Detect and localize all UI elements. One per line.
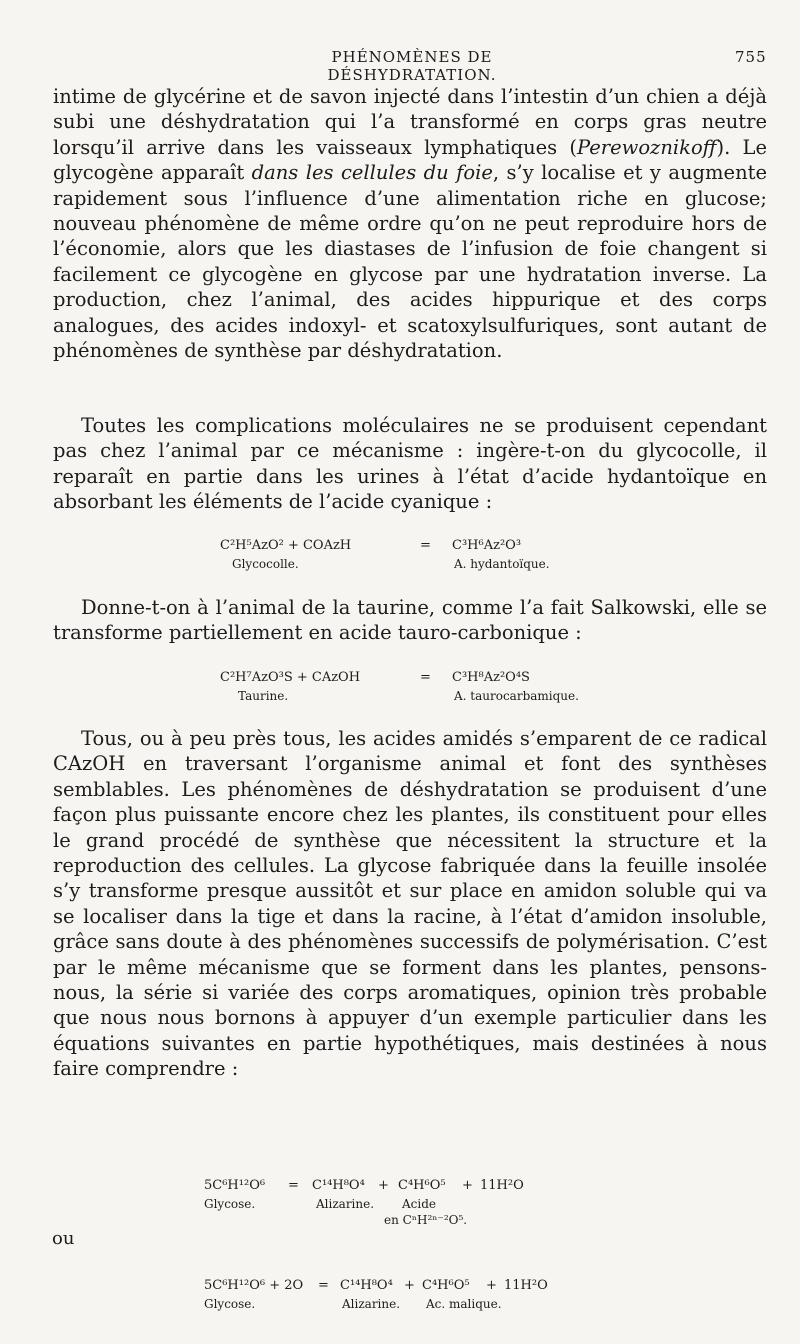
conjunction-ou: ou (52, 1228, 75, 1249)
eq1-rhs-label: A. hydantoïque. (454, 557, 550, 571)
eq1-lhs-label: Glycocolle. (232, 557, 299, 571)
eq4-term-1-label: Alizarine. (342, 1297, 401, 1311)
equation-glycocolle (0, 538, 800, 578)
eq3-term-1: C¹⁴H⁸O⁴ (312, 1178, 365, 1193)
paragraph-2 (53, 413, 767, 515)
equation-taurine (0, 670, 800, 710)
eq3-plus-2: + (462, 1178, 473, 1193)
paragraph-2-text: Toutes les complications moléculaires ne se produisent cependant pas chez l’animal par ce mécanisme : ingère-t-on du glycocolle, il reparaît en partie dans les urines à l’état d’acide hydantoïque en absorbant les éléments de l’acide cyanique : (53, 414, 767, 514)
paragraph-1 (53, 84, 767, 363)
citation-perewoznikoff: Perewoznikoff (576, 135, 717, 159)
eq3-plus-1: + (378, 1178, 389, 1193)
eq2-rhs: C³H⁸Az²O⁴S (452, 670, 530, 685)
running-title: PHÉNOMÈNES DE DÉSHYDRATATION. (327, 48, 497, 84)
paragraph-4-text: Tous, ou à peu près tous, les acides amidés s’emparent de ce radical CAzOH en traversant l’organisme animal et font des synthèses semblables. Les phénomènes de déshydratation se produisent d’une façon plus puissante encore chez les plantes, ils constituent pour elles le grand procédé de synthèse que nécessitent la structure et la reproduction des cellules. La glycose fabriquée dans la feuille insolée s’y transforme presque aussitôt et sur place en amidon soluble qui va se localiser dans la tige et dans la racine, à l’état d’amidon insoluble, grâce sans doute à des phénomènes successifs de polymérisation. C’est par le même mécanisme que se forment dans les plantes, pensons-nous, la série si variée des corps aromatiques, opinion très probable que nous nous bornons à appuyer d’un exemple particulier dans les équations suivantes en partie hypothétiques, mais destinées à nous faire comprendre : (53, 727, 767, 1081)
eq3-term-2: C⁴H⁶O⁵ (398, 1178, 446, 1193)
paragraph-1-text-a: intime de glycérine et de savon injecté dans l’intestin d’un chien a déjà subi une déshydratation qui l’a transformé en corps gras neutre lorsqu’il arrive dans les vaisseaux lymphatiques ( (53, 85, 767, 159)
paragraph-4 (53, 726, 767, 1082)
eq3-term-3: 11H²O (480, 1178, 524, 1193)
eq1-rhs: C³H⁶Az²O³ (452, 538, 522, 553)
eq3-lhs-label: Glycose. (204, 1197, 256, 1211)
eq4-term-2-label: Ac. malique. (426, 1297, 502, 1311)
page-number: 755 (735, 48, 767, 66)
eq4-term-3: 11H²O (504, 1278, 548, 1293)
paragraph-1-text-c: , s’y localise et y augmente rapidement sous l’influence d’une alimentation riche en glucose; nouveau phénomène de même ordre qu’on ne peut reproduire hors de l’économie, alors que les diastases de l’infusion de foie changent si facilement ce glycogène en glycose par une hydratation inverse. La production, chez l’animal, des acides hippurique et des corps analogues, des acides indoxyl- et scatoxylsulfuriques, sont autant de phénomènes de synthèse par déshydratation. (53, 161, 767, 363)
eq3-equals: = (288, 1178, 299, 1193)
eq4-lhs-label: Glycose. (204, 1297, 256, 1311)
eq4-plus-2: + (486, 1278, 497, 1293)
equation-alizarine-acide (0, 1178, 800, 1238)
italic-phrase: dans les cellules du foie (251, 161, 493, 185)
paragraph-3-text: Donne-t-on à l’animal de la taurine, comme l’a fait Salkowski, elle se transforme partiellement en acide tauro-carbonique : (53, 596, 767, 645)
eq2-lhs: C²H⁷AzO³S + CAzOH (220, 670, 361, 685)
eq4-term-1: C¹⁴H⁸O⁴ (340, 1278, 393, 1293)
eq4-term-2: C⁴H⁶O⁵ (422, 1278, 470, 1293)
eq3-term-2-label: Acide (402, 1197, 437, 1211)
eq2-lhs-label: Taurine. (238, 689, 289, 703)
eq4-equals: = (318, 1278, 329, 1293)
paragraph-3 (53, 595, 767, 646)
eq4-lhs: 5C⁶H¹²O⁶ + 2O (204, 1278, 304, 1293)
eq3-term-1-label: Alizarine. (316, 1197, 375, 1211)
eq3-lhs: 5C⁶H¹²O⁶ (204, 1178, 266, 1193)
eq4-plus-1: + (404, 1278, 415, 1293)
equation-alizarine-malique (0, 1278, 800, 1318)
eq2-equals: = (420, 670, 431, 685)
eq1-equals: = (420, 538, 431, 553)
eq2-rhs-label: A. taurocarbamique. (454, 689, 579, 703)
eq3-term-2-label-formula: en CⁿH²ⁿ⁻²O⁵. (384, 1213, 468, 1227)
paragraph-1-text-b: ). Le glycogène apparaît (53, 135, 768, 185)
eq1-lhs: C²H⁵AzO² + COAzH (220, 538, 352, 553)
